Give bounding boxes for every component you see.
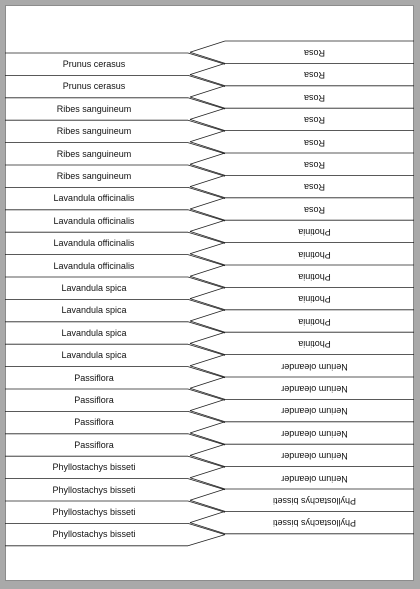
left-label-text: Lavandula spica [61, 305, 127, 316]
right-label-text: Photinia [298, 272, 331, 282]
right-label-text: Phyllostachys bisseti [272, 496, 357, 506]
left-label-text: Lavandula officinalis [53, 238, 135, 249]
right-label-text: Photinia [298, 294, 331, 305]
right-label-text: Rosa [304, 182, 326, 193]
left-label-text: Ribes sanguineum [56, 148, 132, 159]
left-label-text: Lavandula spica [61, 350, 127, 361]
left-label-text: Passiflora [74, 395, 114, 405]
left-label-text: Phyllostachys bisseti [52, 462, 136, 473]
right-label-text: Rosa [304, 137, 326, 148]
right-label-text: Rosa [304, 48, 326, 58]
right-label-text: Phyllostachys bisseti [272, 518, 357, 529]
right-label-text: Rosa [304, 92, 326, 103]
right-label-text: Nerium oleander [281, 406, 348, 417]
left-label-text: Lavandula officinalis [53, 193, 135, 204]
left-label-text: Prunus cerasus [62, 59, 126, 69]
right-label-text: Nerium oleander [281, 451, 348, 462]
right-label-text: Photinia [298, 227, 331, 238]
right-label-text: Rosa [304, 70, 326, 81]
right-label-text: Rosa [304, 160, 326, 170]
left-label-text: Passiflora [74, 372, 114, 383]
right-label-text: Photinia [298, 339, 331, 350]
right-label-text: Rosa [304, 115, 326, 126]
left-label-text: Passiflora [74, 439, 114, 450]
left-label-text: Ribes sanguineum [56, 171, 132, 181]
right-label-text: Photinia [298, 249, 331, 260]
right-label-text: Photinia [298, 316, 331, 327]
left-label-text: Passiflora [74, 417, 114, 428]
right-label-text: Nerium oleander [281, 428, 348, 439]
right-label-text: Nerium oleander [281, 384, 348, 394]
left-label-text: Lavandula officinalis [53, 215, 135, 226]
right-label-text: Nerium oleander [281, 473, 348, 484]
left-label-text: Lavandula officinalis [53, 260, 135, 271]
left-label-text: Phyllostachys bisseti [52, 529, 136, 540]
right-label-text: Rosa [304, 204, 326, 215]
left-label-text: Prunus cerasus [62, 81, 126, 92]
left-label-text: Phyllostachys bisseti [52, 484, 136, 495]
left-label-text: Lavandula spica [61, 283, 127, 293]
right-label-text: Nerium oleander [281, 361, 348, 372]
left-label-text: Ribes sanguineum [56, 126, 132, 137]
left-label-text: Lavandula spica [61, 327, 127, 338]
left-label-text: Ribes sanguineum [56, 103, 132, 114]
left-label-text: Phyllostachys bisseti [52, 507, 136, 517]
